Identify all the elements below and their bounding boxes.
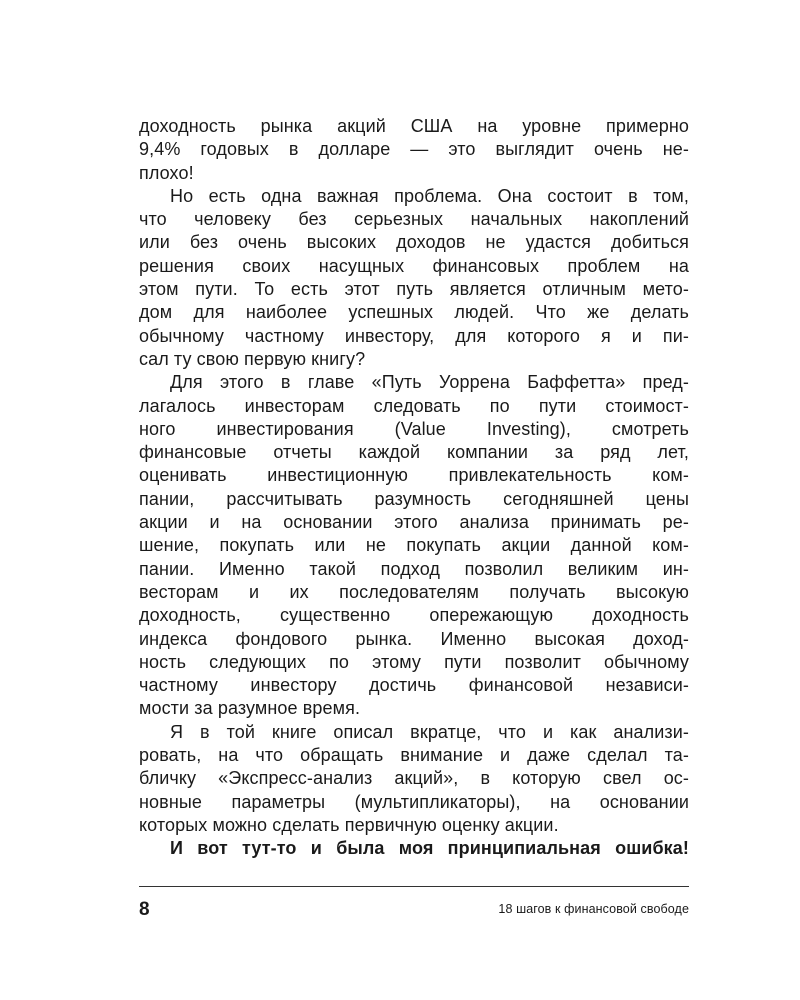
text-line: обычному частному инвестору, для которого я и пи- <box>139 325 689 346</box>
bold-conclusion-line: И вот тут-то и была моя принципиальная ошибка! <box>170 838 689 859</box>
text-line: оценивать инвестиционную привлекательность ком- <box>139 465 689 486</box>
text-line: пании, рассчитывать разумность сегодняшней цены <box>139 488 689 509</box>
text-line: плохо! <box>139 162 194 183</box>
text-line: 9,4% годовых в долларе — это выглядит очень не- <box>139 139 689 160</box>
text-line: сал ту свою первую книгу? <box>139 348 366 369</box>
text-line: шение, покупать или не покупать акции данной ком- <box>139 535 689 556</box>
text-line: Но есть одна важная проблема. Она состоит в том, <box>170 185 689 206</box>
text-line: мости за разумное время. <box>139 698 361 719</box>
text-line: Я в той книге описал вкратце, что и как анализи- <box>170 721 689 742</box>
body-text <box>139 115 689 861</box>
running-title: 18 шагов к финансовой свободе <box>498 902 689 916</box>
text-line: решения своих насущных финансовых проблем на <box>139 255 689 276</box>
text-line: или без очень высоких доходов не удастся добиться <box>139 232 689 253</box>
text-line: пании. Именно такой подход позволил великим ин- <box>139 558 689 579</box>
text-line: частному инвестору достичь финансовой независи- <box>139 675 689 696</box>
text-line: акции и на основании этого анализа принимать ре- <box>139 512 689 533</box>
text-line: этом пути. То есть этот путь является отличным мето- <box>139 279 689 300</box>
text-line: дом для наиболее успешных людей. Что же делать <box>139 302 689 323</box>
footer-divider <box>139 886 689 887</box>
text-line: финансовые отчеты каждой компании за ряд лет, <box>139 442 689 463</box>
text-line: доходность, существенно опережающую доходность <box>139 605 689 626</box>
text-line: ного инвестирования (Value Investing), смотреть <box>139 418 689 439</box>
text-line: лагалось инвесторам следовать по пути стоимост- <box>139 395 689 416</box>
text-line: индекса фондового рынка. Именно высокая доход- <box>139 628 689 649</box>
text-line: Для этого в главе «Путь Уоррена Баффетта» пред- <box>170 372 689 393</box>
text-line: что человеку без серьезных начальных накоплений <box>139 209 689 230</box>
text-line: весторам и их последователям получать высокую <box>139 581 689 602</box>
text-line: бличку «Экспресс-анализ акций», в которую свел ос- <box>139 768 689 789</box>
text-line: ровать, на что обращать внимание и даже сделал та- <box>139 745 689 766</box>
page-number: 8 <box>139 899 150 920</box>
text-line: ность следующих по этому пути позволит обычному <box>139 651 689 672</box>
text-line: доходность рынка акций США на уровне примерно <box>139 116 689 136</box>
text-line: которых можно сделать первичную оценку акции. <box>139 814 559 835</box>
text-line: новные параметры (мультипликаторы), на основании <box>139 791 689 812</box>
